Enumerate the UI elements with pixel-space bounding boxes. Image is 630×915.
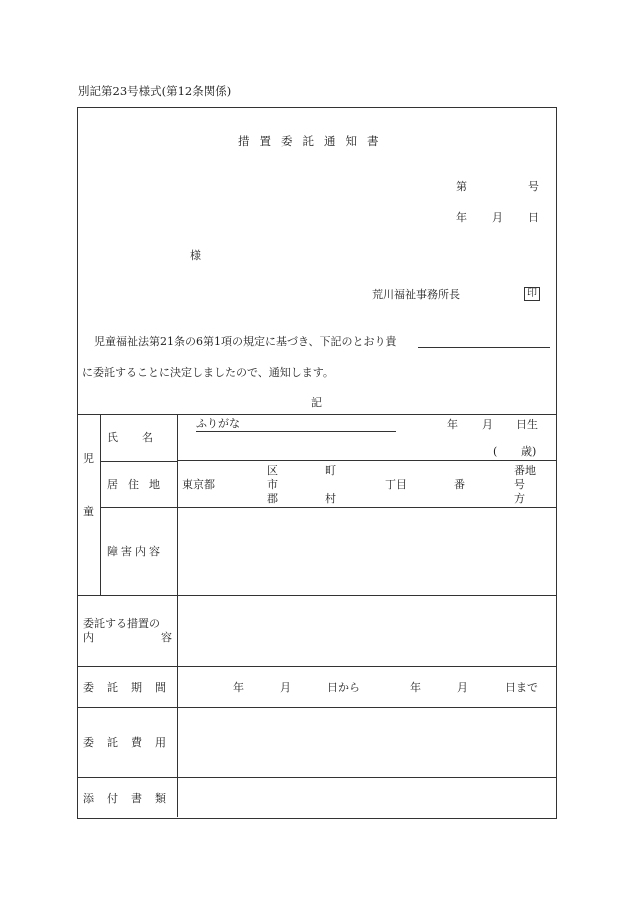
- addr-go: 号: [514, 478, 525, 491]
- addr-ku: 区: [267, 464, 278, 477]
- date-month: 月: [492, 211, 503, 224]
- number-dai: 第: [456, 180, 467, 193]
- addr-kata: 方: [514, 492, 525, 505]
- date-year: 年: [456, 211, 467, 224]
- date-day: 日: [528, 211, 539, 224]
- measure-label-2b: 容: [161, 631, 172, 644]
- addr-machi: 町: [325, 464, 336, 477]
- measure-label-1: 委託する措置の: [83, 617, 160, 630]
- child-label-bottom: 童: [83, 505, 94, 518]
- child-label-top: 児: [83, 452, 94, 465]
- addr-gun: 郡: [267, 492, 278, 505]
- dob-month: 月: [482, 418, 493, 431]
- disability-label: 障害内容: [107, 545, 163, 558]
- period-to-month: 月: [457, 681, 468, 694]
- dob-year: 年: [447, 418, 458, 431]
- name-label: 氏名: [107, 431, 177, 444]
- sender-name: 荒川福祉事務所長: [372, 288, 460, 301]
- period-from-month: 月: [280, 681, 291, 694]
- dob-day: 日生: [516, 418, 538, 431]
- form-reference: 別記第23号様式(第12条関係): [78, 84, 232, 98]
- furigana-underline: [196, 431, 396, 432]
- address-label: 居住地: [107, 478, 170, 491]
- addr-chome: 丁目: [385, 478, 407, 491]
- document-title: 措置委託通知書: [238, 134, 389, 148]
- addr-ban: 番: [454, 478, 465, 491]
- addr-shi: 市: [267, 478, 278, 491]
- addressee-sama: 様: [190, 249, 201, 262]
- recipient-underline: [418, 347, 550, 348]
- ki-heading: 記: [311, 396, 322, 409]
- addr-mura: 村: [325, 492, 336, 505]
- addr-banchi: 番地: [514, 464, 536, 477]
- age-close: 歳): [521, 445, 537, 458]
- period-to-year: 年: [410, 681, 421, 694]
- measure-label-2a: 内: [83, 631, 94, 644]
- body-line-2: に委託することに決定しましたので、通知します。: [82, 366, 334, 379]
- furigana-label: ふりがな: [196, 417, 240, 430]
- attachment-label: 添付書類: [83, 792, 179, 805]
- form-frame: [77, 107, 557, 819]
- period-label: 委託期間: [83, 681, 179, 694]
- body-line-1: 児童福祉法第21条の6第1項の規定に基づき、下記のとおり貴: [94, 335, 397, 348]
- age-open: (: [493, 445, 498, 458]
- period-to-day: 日まで: [505, 681, 538, 694]
- period-from-day: 日から: [327, 681, 360, 694]
- seal-mark: 印: [524, 287, 540, 301]
- cost-label: 委託費用: [83, 736, 179, 749]
- prefecture: 東京都: [182, 478, 215, 491]
- number-go: 号: [528, 180, 539, 193]
- period-from-year: 年: [233, 681, 244, 694]
